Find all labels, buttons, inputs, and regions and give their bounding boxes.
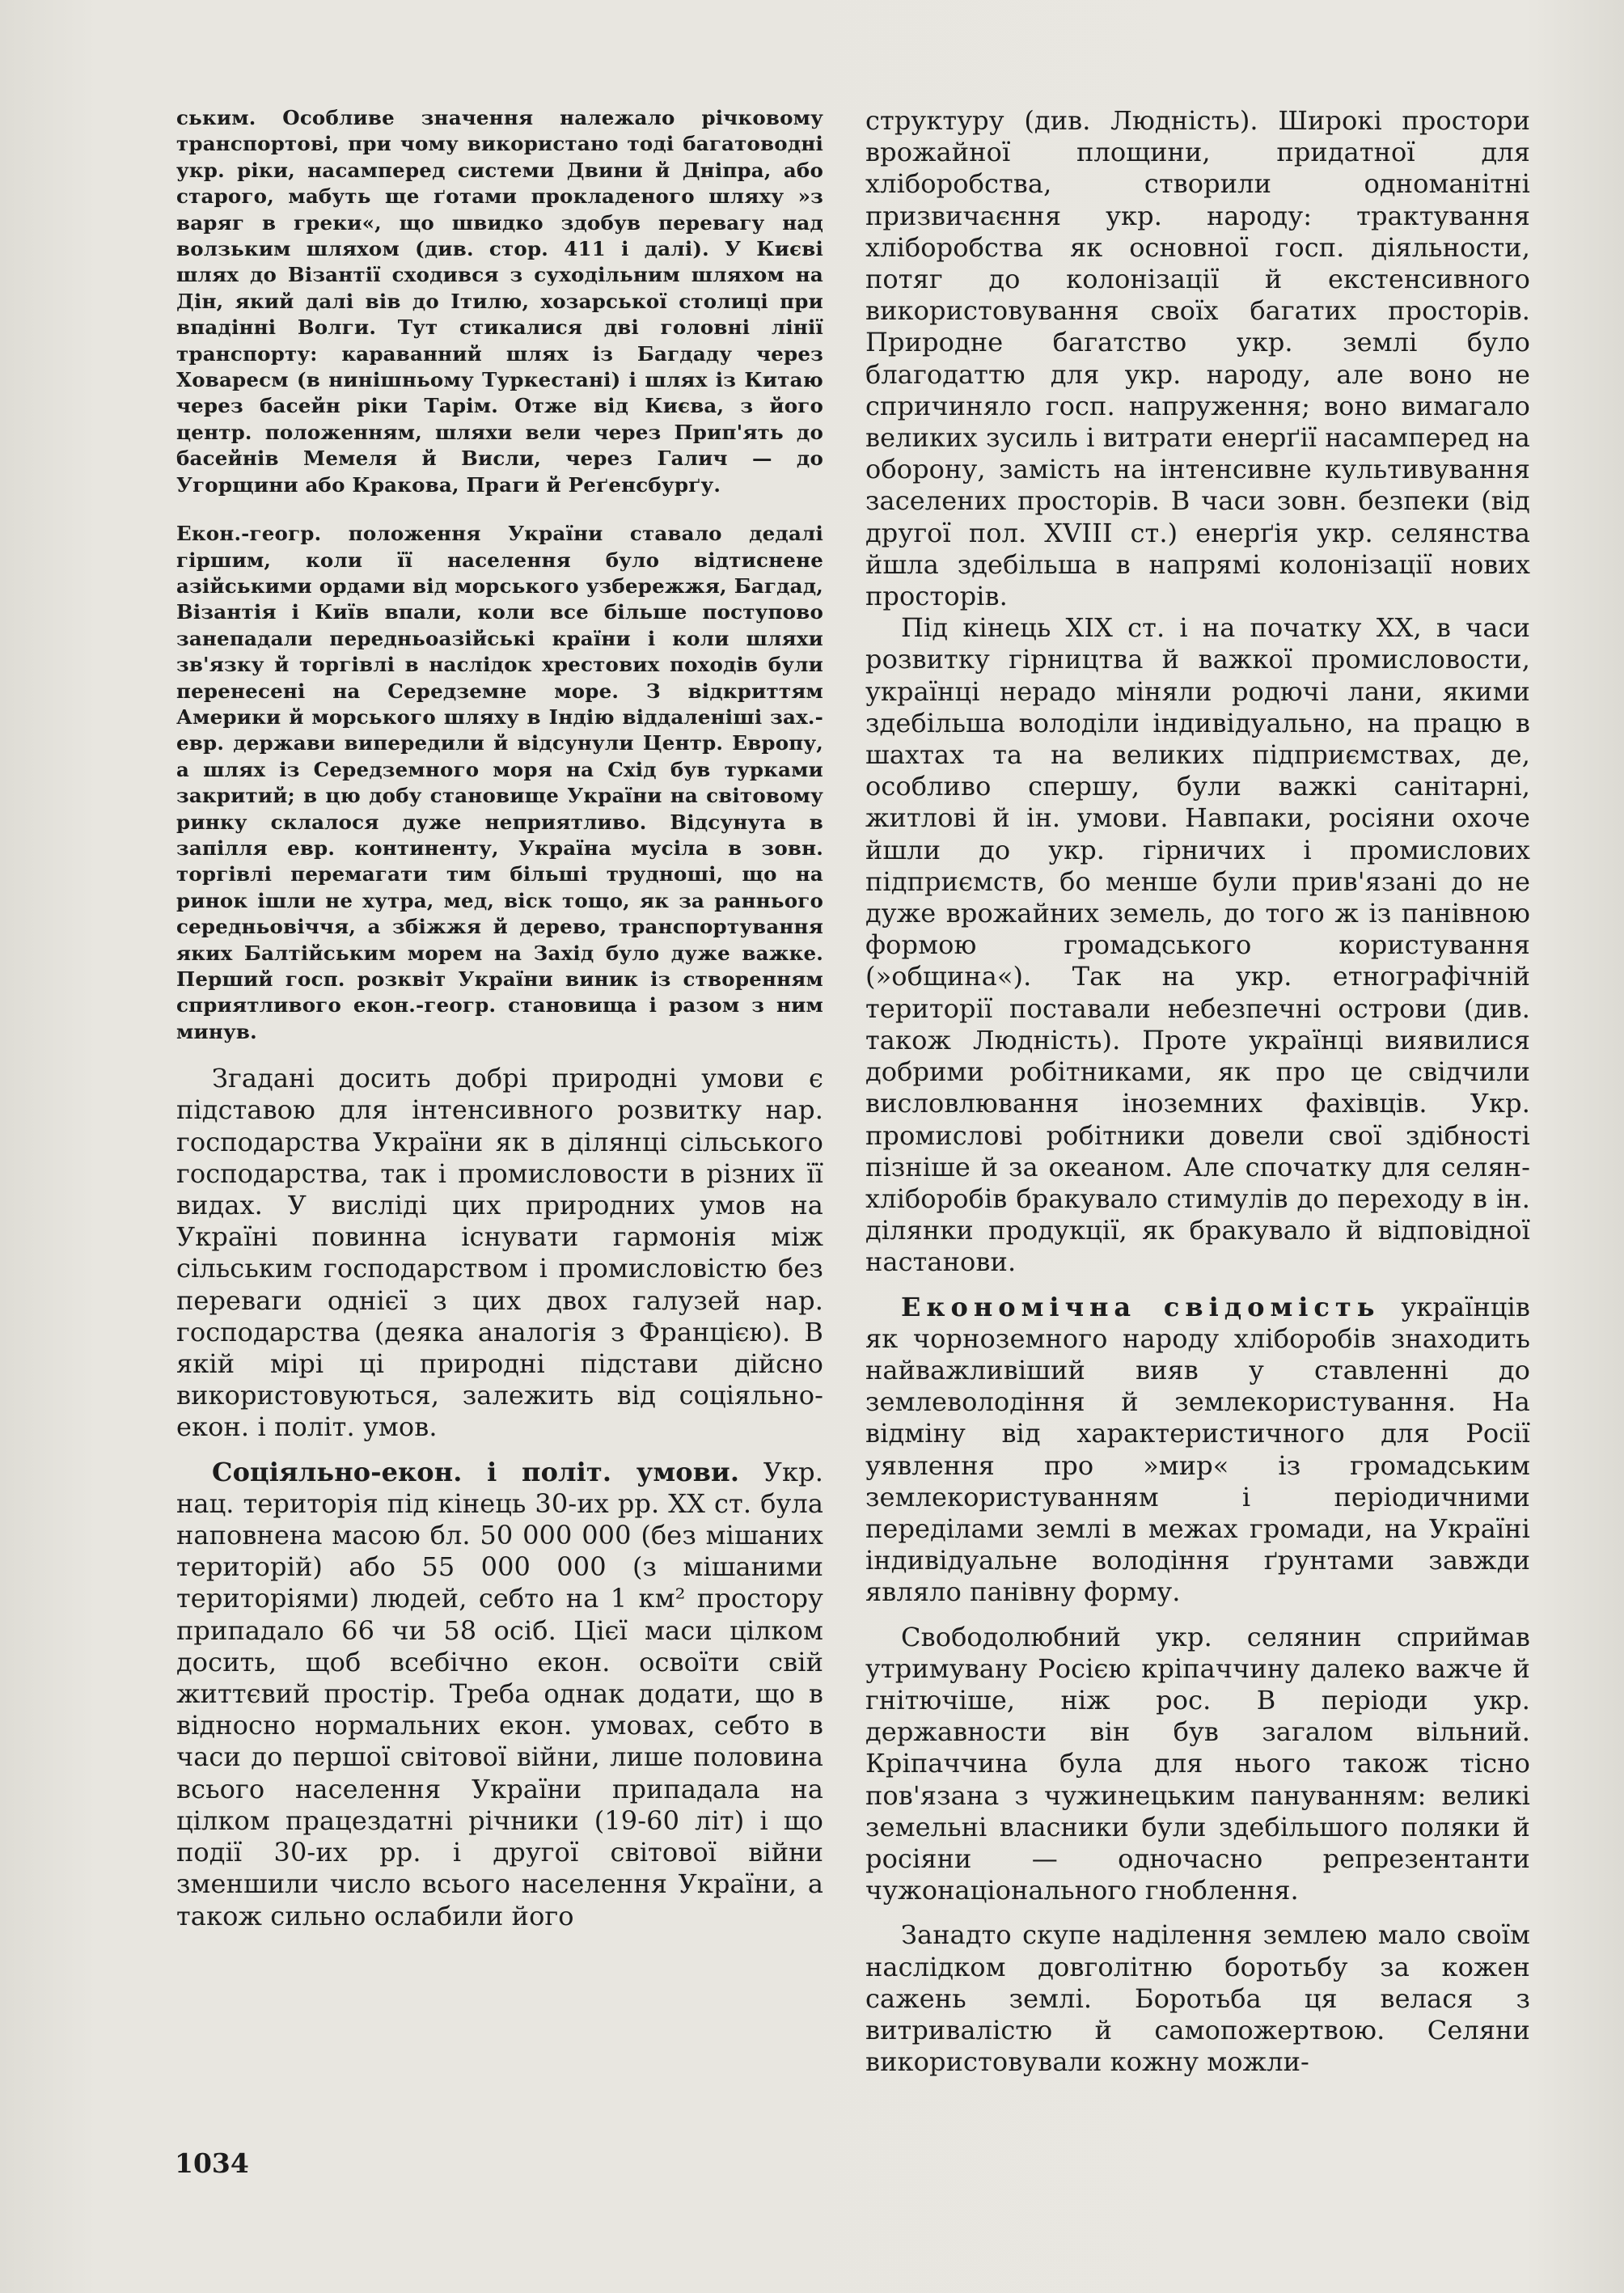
paragraph-economic-consciousness [865, 1292, 1530, 1609]
paragraph-economic-geography: Екон.-геогр. положення України ставало дедалі гіршим, коли її населення було відтиснене азійськими ордами від морського узбережжя, Багдад, Візантія і Київ впали, коли все більше поступово занепадали передньоазійські країни і коли шляхи зв'язку й торгівлі в наслідок хрестових походів були перенесені на Середземне море. З відкриттям Америки й морського шляху в Індію віддаленіші зах.-евр. держави випередили й відсунули Центр. Европу, а шлях із Середземного моря на Схід був турками закритий; в цю добу становище України на світовому ринку склалося дуже неприятливо. Відсунута в запілля евр. континенту, Україна мусіла в зовн. торгівлі перемагати тим більші трудноші, що на ринок ішли не хутра, мед, віск тощо, як за раннього середньовіччя, а збіжжя й дерево, транспортування яких Балтійським морем на Захід було дуже важке. Перший госп. розквіт України виник із створенням сприятливого екон.-геогр. становища і разом з ним минув. [176, 522, 823, 1043]
paragraph-socio-economic [176, 1457, 823, 1932]
right-column [865, 105, 1530, 2078]
page-number: 1034 [175, 2147, 249, 2179]
paragraph-natural-conditions: Згадані досить добрі природні умови є підставою для інтенсивного розвитку нар. господарства України як в ділянці сільського господарства, так і промисловости в різних її видах. У висліді цих природних умов на Україні повинна існувати гармонія між сільським господарством і промисловістю без переваги однієї з цих двох галузей нар. господарства (деяка аналогія з Францією). В якій мірі ці природні підстави дійсно використовуються, залежить від соціяльно-екон. і політ. умов. [176, 1063, 823, 1443]
paragraph-serfdom: Свободолюбний укр. селянин сприймав утримувану Росією кріпаччину далеко важче й гнітючіше, ніж рос. В періоди укр. державности він був загалом вільний. Кріпаччина була для нього також тісно пов'язана з чужинецьким пануванням: великі земельні власники були здебільшого поляки й росіяни — одночасно репрезентанти чужонаціонального гноблення. [865, 1621, 1530, 1906]
left-column [176, 105, 823, 1932]
paragraph-structure: структуру (див. Людність). Широкі простори врожайної площини, придатної для хліборобства, створили одноманітні призвичаєння укр. народу: трактування хліборобства як основної госп. діяльности, потяг до колонізації й екстенсивного використовування своїх багатих просторів. Природне багатство укр. землі було благодаттю для укр. народу, але воно не спричиняло госп. напруження; воно вимагало великих зусиль і витрати енерґії насамперед на оборону, замість на інтенсивне культивування заселених просторів. В часи зовн. безпеки (від другої пол. XVIII ст.) енерґія укр. селянства йшла здебільша в напрямі колонізації нових просторів. [865, 105, 1530, 612]
paragraph-land-struggle: Занадто скупе наділення землею мало своїм наслідком довголітню боротьбу за кожен сажень землі. Боротьба ця велася з витривалістю й самопожертвою. Селяни використовували кожну можли- [865, 1919, 1530, 2078]
spaced-term: Економічна свідомість [901, 1291, 1381, 1322]
small-print-section [176, 105, 823, 1045]
main-print-section [176, 1063, 823, 1931]
section-heading: Соціяльно-екон. і політ. умови. [212, 1456, 740, 1487]
paragraph-river-transport: ським. Особливе значення належало річковому транспортові, при чому використано тоді багатоводні укр. ріки, насамперед системи Двини й Дніпра, або старого, мабуть ще ґотами прокладеного шляху »з варяг в греки«, що швидко здобув перевагу над волзьким шляхом (див. стор. 411 і далі). У Києві шлях до Візантії сходився з суходільним шляхом на Дін, який далі вів до Ітилю, хозарської столиці при впадінні Волги. Тут стикалися дві головні лінії транспорту: караванний шлях із Багдаду через Ховаресм (в нинішньому Туркестані) і шлях із Китаю через басейн ріки Тарім. Отже від Києва, з його центр. положенням, шляхи вели через Прип'ять до басейнів Мемеля й Висли, через Галич — до Угорщини або Кракова, Праги й Реґенсбурґу. [176, 106, 823, 497]
paragraph-industry: Під кінець XIX ст. і на початку XX, в часи розвитку гірництва й важкої промисловости, українці нерадо міняли родючі лани, якими здебільша володіли індивідуально, на працю в шахтах та на великих підприємствах, де, особливо спершу, були важкі санітарні, житлові й ін. умови. Навпаки, росіяни охоче йшли до укр. гірничих і промислових підприємств, бо менше були прив'язані до не дуже врожайних земель, до того ж із панівною формою громадського користування (»община«). Так на укр. етнографічній території поставали небезпечні острови (див. також Людність). Проте українці виявилися добрими робітниками, як про це свідчили висловлювання іноземних фахівців. Укр. промислові робітники довели свої здібності пізніше й за океаном. Але спочатку для селян-хліборобів бракувало стимулів до переходу в ін. ділянки продукції, як бракувало й відповідної настанови. [865, 612, 1530, 1278]
paragraph-socio-economic-text: Укр. нац. територія під кінець 30-их рр. XX ст. була наповнена масою бл. 50 000 000 (без мішаних територій) або 55 000 000 (з мішаними територіями) людей, себто на 1 км² простору припадало 66 чи 58 осіб. Цієї маси цілком досить, щоб всебічно екон. освоїти свій життєвий простір. Треба однак додати, що в відносно нормальних екон. умовах, себто в часи до першої світової війни, лише половина всього населення України припадала на цілком працездатні річники (19-60 літ) і що події 30-их рр. і другої світової війни зменшили число всього населення України, а також сильно ослабили його [176, 1456, 823, 1931]
paragraph-economic-consciousness-text: українців як чорноземного народу хліборобів знаходить найважливіший вияв у ставленні до землеволодіння й землекористування. На відміну від характеристичного для Росії уявлення про »мир« із громадським землекористуванням і періодичними переділами землі в межах громади, на Україні індивідуальне володіння ґрунтами завжди являло панівну форму. [865, 1291, 1531, 1608]
